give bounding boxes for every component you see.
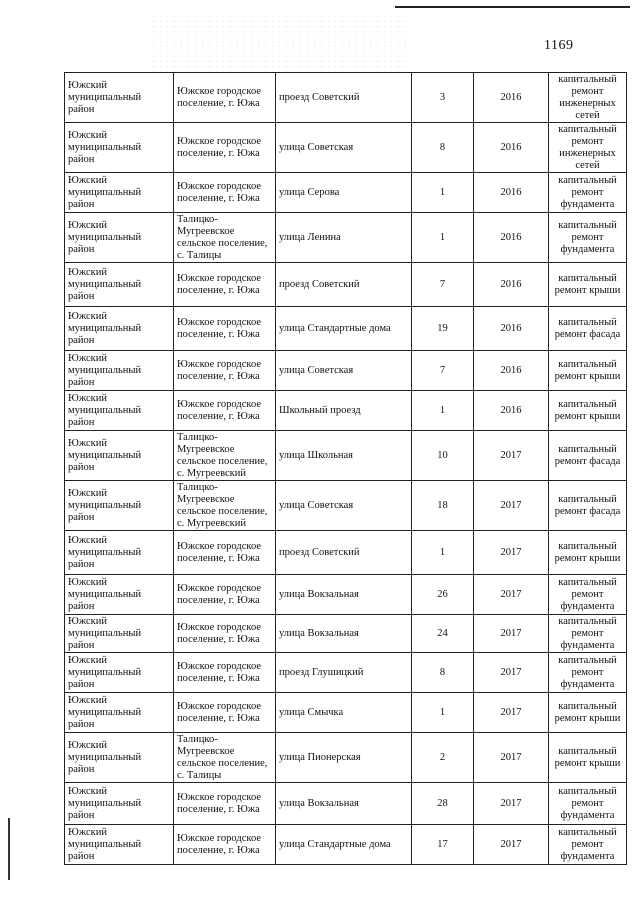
house-cell: 1	[412, 173, 474, 213]
district-cell: Южский муниципальный район	[65, 783, 174, 825]
district-cell: Южский муниципальный район	[65, 431, 174, 481]
year-cell: 2017	[474, 653, 549, 693]
work-cell: капитальный ремонт фундамента	[549, 213, 627, 263]
street-cell: улица Ленина	[276, 213, 412, 263]
street-cell: улица Стандартные дома	[276, 307, 412, 351]
district-cell: Южский муниципальный район	[65, 693, 174, 733]
settlement-cell: Южское городское поселение, г. Южа	[174, 123, 276, 173]
settlement-cell: Южское городское поселение, г. Южа	[174, 73, 276, 123]
work-cell: капитальный ремонт фундамента	[549, 783, 627, 825]
settlement-cell: Талицко-Мугреевское сельское поселение, с. Мугреевский	[174, 481, 276, 531]
work-cell: капитальный ремонт крыши	[549, 351, 627, 391]
year-cell: 2017	[474, 733, 549, 783]
work-cell: капитальный ремонт фундамента	[549, 173, 627, 213]
year-cell: 2016	[474, 213, 549, 263]
table-row	[65, 391, 627, 431]
work-cell: капитальный ремонт фундамента	[549, 825, 627, 865]
work-cell: капитальный ремонт фундамента	[549, 653, 627, 693]
work-cell: капитальный ремонт крыши	[549, 263, 627, 307]
settlement-cell: Южское городское поселение, г. Южа	[174, 693, 276, 733]
year-cell: 2017	[474, 481, 549, 531]
street-cell: улица Вокзальная	[276, 575, 412, 615]
work-cell: капитальный ремонт фасада	[549, 431, 627, 481]
district-cell: Южский муниципальный район	[65, 173, 174, 213]
work-cell: капитальный ремонт инженерных сетей	[549, 123, 627, 173]
table-row	[65, 615, 627, 653]
street-cell: проезд Глушицкий	[276, 653, 412, 693]
work-cell: капитальный ремонт крыши	[549, 733, 627, 783]
district-cell: Южский муниципальный район	[65, 733, 174, 783]
year-cell: 2016	[474, 73, 549, 123]
settlement-cell: Южское городское поселение, г. Южа	[174, 575, 276, 615]
house-cell: 7	[412, 263, 474, 307]
street-cell: улица Смычка	[276, 693, 412, 733]
district-cell: Южский муниципальный район	[65, 263, 174, 307]
settlement-cell: Южское городское поселение, г. Южа	[174, 263, 276, 307]
house-cell: 7	[412, 351, 474, 391]
house-cell: 8	[412, 653, 474, 693]
settlement-cell: Талицко-Мугреевское сельское поселение, с. Мугреевский	[174, 431, 276, 481]
year-cell: 2016	[474, 263, 549, 307]
registry-table-body	[65, 73, 627, 865]
street-cell: улица Стандартные дома	[276, 825, 412, 865]
house-cell: 1	[412, 213, 474, 263]
settlement-cell: Талицко-Мугреевское сельское поселение, с. Талицы	[174, 213, 276, 263]
table-row	[65, 575, 627, 615]
settlement-cell: Южское городское поселение, г. Южа	[174, 783, 276, 825]
street-cell: улица Вокзальная	[276, 783, 412, 825]
district-cell: Южский муниципальный район	[65, 213, 174, 263]
settlement-cell: Южское городское поселение, г. Южа	[174, 307, 276, 351]
district-cell: Южский муниципальный район	[65, 575, 174, 615]
house-cell: 28	[412, 783, 474, 825]
table-row	[65, 825, 627, 865]
table-row	[65, 173, 627, 213]
street-cell: проезд Советский	[276, 263, 412, 307]
district-cell: Южский муниципальный район	[65, 531, 174, 575]
year-cell: 2016	[474, 173, 549, 213]
year-cell: 2017	[474, 575, 549, 615]
work-cell: капитальный ремонт крыши	[549, 391, 627, 431]
settlement-cell: Южское городское поселение, г. Южа	[174, 825, 276, 865]
table-row	[65, 783, 627, 825]
table-row	[65, 693, 627, 733]
table-row	[65, 123, 627, 173]
district-cell: Южский муниципальный район	[65, 825, 174, 865]
house-cell: 3	[412, 73, 474, 123]
house-cell: 2	[412, 733, 474, 783]
house-cell: 26	[412, 575, 474, 615]
page-number: 1169	[544, 38, 574, 53]
house-cell: 17	[412, 825, 474, 865]
table-row	[65, 263, 627, 307]
table-row	[65, 531, 627, 575]
year-cell: 2016	[474, 307, 549, 351]
house-cell: 10	[412, 431, 474, 481]
settlement-cell: Южское городское поселение, г. Южа	[174, 173, 276, 213]
district-cell: Южский муниципальный район	[65, 123, 174, 173]
year-cell: 2017	[474, 783, 549, 825]
house-cell: 19	[412, 307, 474, 351]
table-row	[65, 481, 627, 531]
work-cell: капитальный ремонт фасада	[549, 307, 627, 351]
street-cell: улица Советская	[276, 481, 412, 531]
settlement-cell: Южское городское поселение, г. Южа	[174, 391, 276, 431]
work-cell: капитальный ремонт инженерных сетей	[549, 73, 627, 123]
house-cell: 18	[412, 481, 474, 531]
work-cell: капитальный ремонт фундамента	[549, 615, 627, 653]
district-cell: Южский муниципальный район	[65, 481, 174, 531]
top-rule	[395, 6, 630, 8]
registry-table	[64, 72, 627, 865]
year-cell: 2016	[474, 351, 549, 391]
settlement-cell: Южское городское поселение, г. Южа	[174, 531, 276, 575]
house-cell: 1	[412, 391, 474, 431]
year-cell: 2017	[474, 825, 549, 865]
margin-mark	[8, 818, 10, 880]
house-cell: 1	[412, 531, 474, 575]
street-cell: улица Советская	[276, 123, 412, 173]
district-cell: Южский муниципальный район	[65, 307, 174, 351]
table-row	[65, 351, 627, 391]
street-cell: улица Пионерская	[276, 733, 412, 783]
table-row	[65, 733, 627, 783]
year-cell: 2016	[474, 123, 549, 173]
year-cell: 2017	[474, 615, 549, 653]
street-cell: Школьный проезд	[276, 391, 412, 431]
street-cell: улица Вокзальная	[276, 615, 412, 653]
street-cell: улица Серова	[276, 173, 412, 213]
street-cell: улица Школьная	[276, 431, 412, 481]
year-cell: 2017	[474, 531, 549, 575]
work-cell: капитальный ремонт крыши	[549, 531, 627, 575]
settlement-cell: Южское городское поселение, г. Южа	[174, 653, 276, 693]
table-row	[65, 73, 627, 123]
street-cell: проезд Советский	[276, 531, 412, 575]
street-cell: улица Советская	[276, 351, 412, 391]
year-cell: 2017	[474, 431, 549, 481]
table-row	[65, 431, 627, 481]
work-cell: капитальный ремонт фундамента	[549, 575, 627, 615]
year-cell: 2017	[474, 693, 549, 733]
district-cell: Южский муниципальный район	[65, 653, 174, 693]
settlement-cell: Талицко-Мугреевское сельское поселение, с. Талицы	[174, 733, 276, 783]
settlement-cell: Южское городское поселение, г. Южа	[174, 351, 276, 391]
table-row	[65, 213, 627, 263]
settlement-cell: Южское городское поселение, г. Южа	[174, 615, 276, 653]
district-cell: Южский муниципальный район	[65, 73, 174, 123]
work-cell: капитальный ремонт фасада	[549, 481, 627, 531]
table-row	[65, 307, 627, 351]
work-cell: капитальный ремонт крыши	[549, 693, 627, 733]
district-cell: Южский муниципальный район	[65, 351, 174, 391]
street-cell: проезд Советский	[276, 73, 412, 123]
year-cell: 2016	[474, 391, 549, 431]
district-cell: Южский муниципальный район	[65, 615, 174, 653]
scan-noise	[150, 14, 410, 74]
house-cell: 8	[412, 123, 474, 173]
table-row	[65, 653, 627, 693]
house-cell: 1	[412, 693, 474, 733]
district-cell: Южский муниципальный район	[65, 391, 174, 431]
house-cell: 24	[412, 615, 474, 653]
